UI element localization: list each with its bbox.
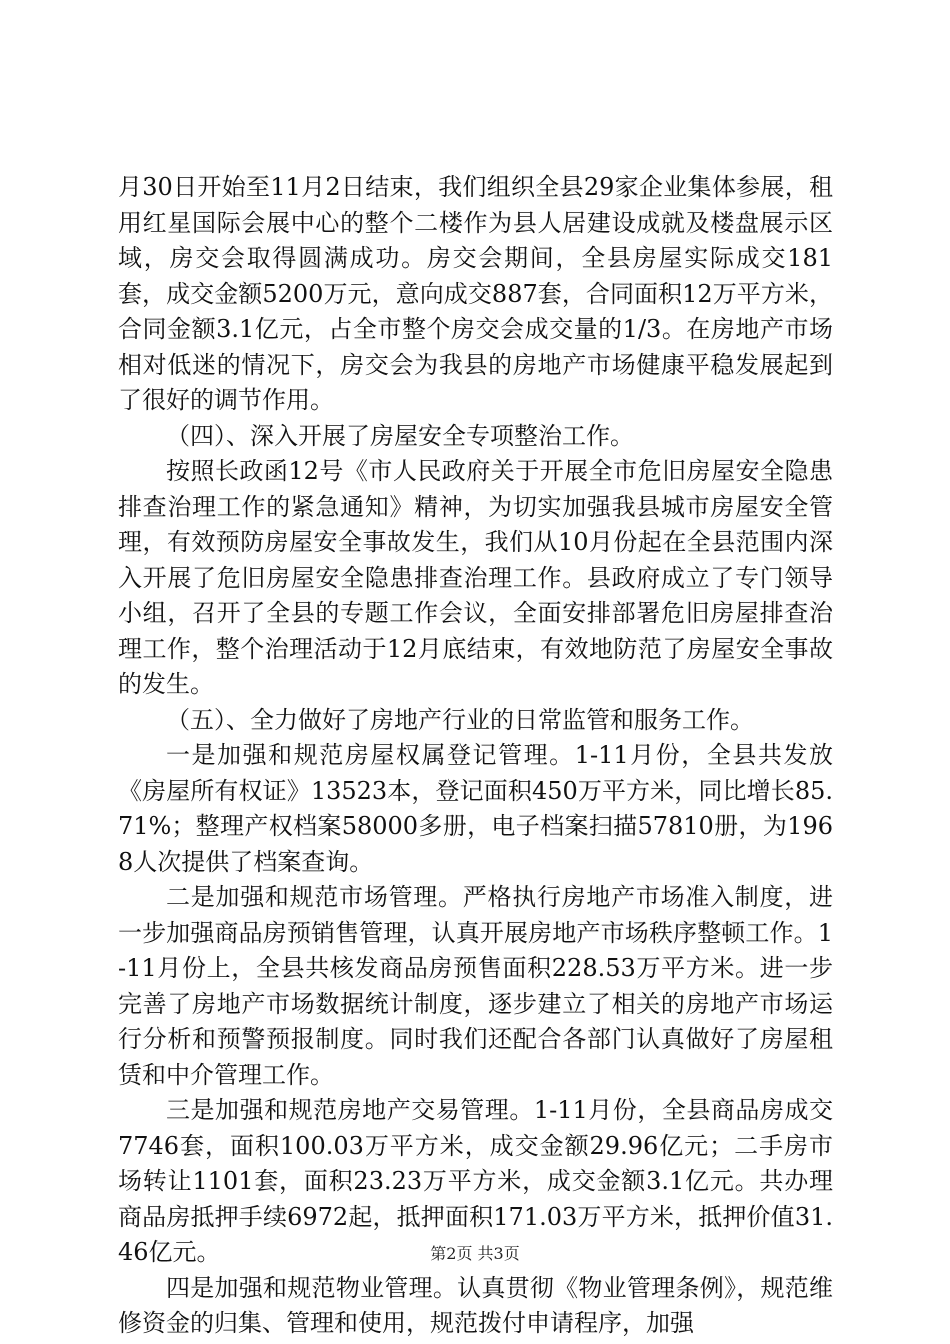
paragraph-market-management: 二是加强和规范市场管理。严格执行房地产市场准入制度，进一步加强商品房预销售管理，认真开展房地产市场秩序整顿工作。1-11月份上，全县共核发商品房预售面积228.53万平方米。进一步完善了房地产市场数据统计制度，逐步建立了相关的房地产市场运行分析和预警预报制度。同时我们还配合各部门认真做好了房屋租赁和中介管理工作。 bbox=[118, 883, 833, 1089]
paragraph-housing-safety: 按照长政函12号《市人民政府关于开展全市危旧房屋安全隐患排查治理工作的紧急通知》精神，为切实加强我县城市房屋安全管理，有效预防房屋安全事故发生，我们从10月份起在全县范围内深入开展了危旧房屋安全隐患排查治理工作。县政府成立了专门领导小组，召开了全县的专题工作会议，全面安排部署危旧房屋排查治理工作，整个治理活动于12月底结束，有效地防范了房屋安全事故的发生。 bbox=[118, 457, 833, 698]
section-heading-5: （五）、全力做好了房地产行业的日常监管和服务工作。 bbox=[166, 705, 754, 734]
page-footer: 第2页 共3页 bbox=[430, 1244, 520, 1263]
document-body bbox=[118, 170, 833, 1342]
paragraph-transaction-management: 三是加强和规范房地产交易管理。1-11月份，全县商品房成交7746套，面积100.03万平方米，成交金额29.96亿元；二手房市场转让1101套，面积23.23万平方米，成交金额3.1亿元。共办理商品房抵押手续6972起，抵押面积171.03万平方米，抵押价值31.46亿元。 bbox=[118, 1096, 833, 1266]
paragraph-ownership-registration: 一是加强和规范房屋权属登记管理。1-11月份，全县共发放《房屋所有权证》13523本，登记面积450万平方米，同比增长85.71%；整理产权档案58000多册，电子档案扫描57810册，为1968人次提供了档案查询。 bbox=[118, 741, 833, 876]
paragraph-property-management: 四是加强和规范物业管理。认真贯彻《物业管理条例》，规范维修资金的归集、管理和使用，规范拨付申请程序，加强 bbox=[118, 1273, 833, 1337]
paragraph-continued: 月30日开始至11月2日结束，我们组织全县29家企业集体参展，租用红星国际会展中心的整个二楼作为县人居建设成就及楼盘展示区域，房交会取得圆满成功。房交会期间，全县房屋实际成交181套，成交金额5200万元，意向成交887套，合同面积12万平方米，合同金额3.1亿元，占全市整个房交会成交量的1/3。在房地产市场相对低迷的情况下，房交会为我县的房地产市场健康平稳发展起到了很好的调节作用。 bbox=[118, 173, 833, 414]
section-heading-4: （四）、深入开展了房屋安全专项整治工作。 bbox=[166, 421, 634, 450]
